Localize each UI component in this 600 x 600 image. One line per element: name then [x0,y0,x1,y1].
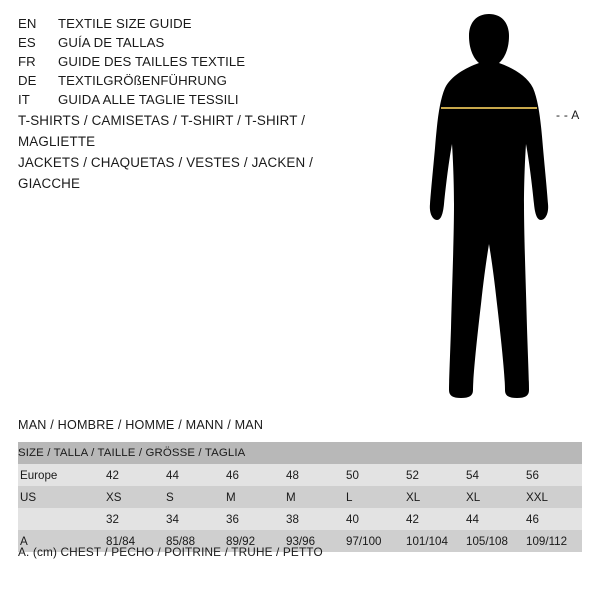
language-text: GUÍA DE TALLAS [58,35,165,50]
language-text: TEXTILGRÖßENFÜHRUNG [58,73,227,88]
language-text: TEXTILE SIZE GUIDE [58,16,192,31]
table-cell: 48 [284,464,344,486]
size-table [18,442,582,552]
category-jackets: JACKETS / CHAQUETAS / VESTES / JACKEN / GIACCHE [18,155,314,191]
table-cell: XL [404,486,464,508]
table-cell: 50 [344,464,404,486]
language-code: DE [18,73,37,88]
table-cell: 34 [164,508,224,530]
table-cell: XS [104,486,164,508]
table-cell: 89/92 [224,530,284,552]
table-row [18,508,582,530]
gender-heading: MAN / HOMBRE / HOMME / MANN / MAN [18,418,264,432]
table-header-label: SIZE / TALLA / TAILLE / GRÖSSE / TAGLIA [18,442,582,464]
table-cell: 44 [464,508,524,530]
language-row [18,33,348,52]
language-row [18,52,348,71]
table-cell: 32 [104,508,164,530]
table-cell: 40 [344,508,404,530]
table-cell: L [344,486,404,508]
language-text: GUIDA ALLE TAGLIE TESSILI [58,92,239,107]
table-cell: 46 [224,464,284,486]
measurement-note: A. (cm) CHEST / PECHO / POITRINE / TRUHE / PETTO [18,545,323,559]
figure-illustration [395,8,595,408]
table-cell: 81/84 [104,530,164,552]
table-cell: XXL [524,486,582,508]
table-row [18,464,582,486]
language-code: EN [18,16,37,31]
table-cell: 105/108 [464,530,524,552]
table-header-row [18,442,582,464]
table-cell: 56 [524,464,582,486]
language-code: FR [18,54,36,69]
row-label: A [18,530,104,552]
language-row [18,14,348,33]
row-label: US [18,486,104,508]
table-cell: 42 [404,508,464,530]
table-cell: 42 [104,464,164,486]
language-text: GUIDE DES TAILLES TEXTILE [58,54,246,69]
table-cell: 52 [404,464,464,486]
category-tshirts: T-SHIRTS / CAMISETAS / T-SHIRT / T-SHIRT / MAGLIETTE [18,113,306,149]
table-cell: S [164,486,224,508]
language-code: IT [18,92,30,107]
language-row [18,71,348,90]
table-cell: 93/96 [284,530,344,552]
male-silhouette-icon [395,8,595,408]
table-cell: 101/104 [404,530,464,552]
language-code: ES [18,35,36,50]
table-cell: 109/112 [524,530,582,552]
table-cell: 44 [164,464,224,486]
table-cell: 54 [464,464,524,486]
row-label [18,508,104,530]
language-list [18,14,348,109]
size-table-wrapper [18,442,582,552]
row-label: Europe [18,464,104,486]
measure-letter: A [571,108,580,122]
dash-marker: - - [556,108,569,122]
table-row [18,486,582,508]
category-list [18,110,378,194]
table-cell: 36 [224,508,284,530]
table-cell: M [284,486,344,508]
table-cell: 97/100 [344,530,404,552]
table-cell: 46 [524,508,582,530]
chest-measure-label [556,108,580,122]
table-cell: 85/88 [164,530,224,552]
table-cell: M [224,486,284,508]
language-row [18,90,348,109]
table-cell: 38 [284,508,344,530]
table-cell: XL [464,486,524,508]
